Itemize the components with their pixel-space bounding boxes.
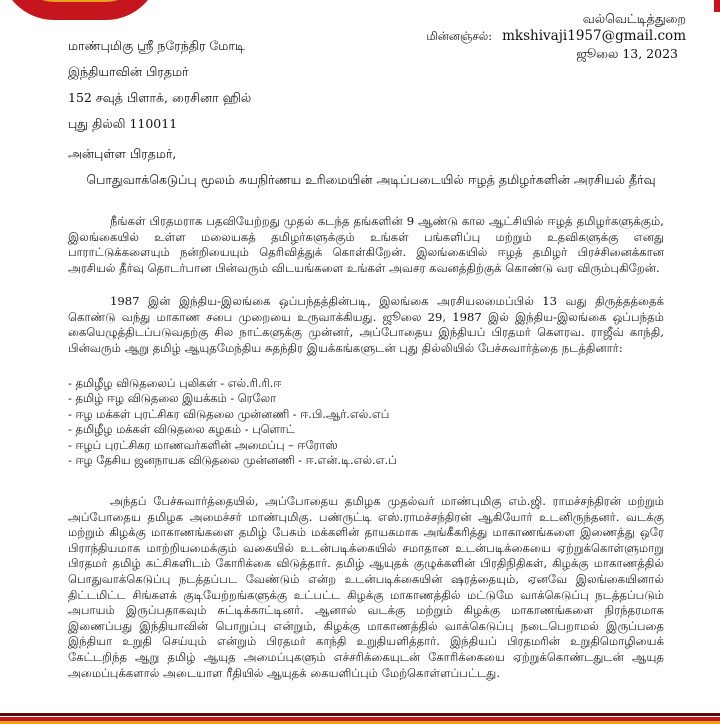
addressee-title: இந்தியாவின் பிரதமர்	[68, 64, 189, 79]
paragraph-accord: 1987 இன் இந்திய-இலங்கை ஒப்பந்தத்தின்படி, இலங்கை அரசியலமைப்பில் 13 வது திருத்தத்தைக் கொண்டு வந்து மாகாண சபை முறையை உருவாக்கியது. ஜூலை 29, 1987 இல் இந்திய-இலங்கை ஒப்பந்தம் கையெழுத்திடப்படுவதற்கு சில நாட்களுக்கு முன்னர், அப்போதைய இந்தியப் பிரதமர் கௌரவ. ராஜீவ் காந்தி, பின்வரும் ஆறு தமிழ் ஆயுதமேந்திய சுதந்திர இயக்கங்களுடன் புது தில்லியில் பேச்சுவார்த்தை நடத்தினார்:	[68, 294, 664, 355]
paragraph-talks: அந்தப் பேச்சுவார்த்தையில், அப்போதைய தமிழக முதல்வர் மாண்புமிகு எம்.ஜி. ராமச்சந்திரன் மற்றும் அப்போதைய தமிழக அமைச்சர் மாண்புமிகு. பண்ருட்டி எஸ்.ராமச்சந்திரன் ஆகியோர் உடனிருந்தனர். வடக்கு மற்றும் கிழக்கு மாகாணங்களை தமிழ் பேசும் மக்களின் தாயகமாக அங்கீகரித்து மாகாணங்களை இணைத்து ஒரே பிராந்தியமாக மாற்றியமைக்கும் வகையில் உடன்படிக்கையில் சமாதான உடன்படிக்கையை ஏற்றுக்கொள்ளுமாறு பிரதமர் தமிழ் கட்சிகளிடம் கோரிக்கை விடுத்தார். தமிழ் ஆயுதக் குழுக்களின் பிரதிநிதிகள், கிழக்கு மாகாணத்தில் பொதுவாக்கெடுப்பு நடத்தப்பட வேண்டும் என்ற உடன்படிக்கையின் ஷரத்தையும், ஏனவே இலங்கையினால் திட்டமிட்ட சிங்களக் குடியேற்றங்களுக்கு உட்பட்ட கிழக்கு மாகாணத்தில் மட்டுமே வாக்கெடுப்பு நடத்தப்படும் அபாயம் இருப்பதாகவும் சுட்டிக்காட்டினர். ஆனால் வடக்கு மற்றும் கிழக்கு மாகாணங்களை நிரந்தரமாக இணைப்பது இந்தியாவின் பொறுப்பு என்றும், கிழக்கு மாகாணத்தில் வாக்கெடுப்பு நடைபெறாமல் இருப்பதை இந்தியா உறுதி செய்யும் என்றும் பிரதமர் காந்தி உறுதியளித்தார். இந்தியப் பிரதமரின் உறுதிமொழியைக் கேட்டறிந்த ஆறு தமிழ் ஆயுத அமைப்புகளும் எச்சரிக்கையுடன் கோரிக்கையை ஏற்றுக்கொண்டதுடன் ஆயுத அமைப்புக்களால் அடையாள ரீதியில் ஆயுதக் கையளிப்பும் மேற்கொள்ளப்பட்டது.	[68, 494, 664, 680]
letter-subject: பொதுவாக்கெடுப்பு மூலம் சுயநிர்ணய உரிமையின் அடிப்படையில் ஈழத் தமிழர்களின் அரசியல் தீர்வு	[86, 172, 656, 187]
letter-date: ஜூலை 13, 2023	[576, 46, 678, 61]
sender-email-line	[426, 27, 686, 45]
sender-block	[426, 10, 686, 62]
addressee-block	[68, 36, 251, 140]
footer-stripe-maroon	[0, 713, 720, 716]
letterhead-logo	[0, 0, 160, 20]
salutation: அன்புள்ள பிரதமர்,	[68, 146, 177, 161]
addressee-name: மாண்புமிகு ஸ்ரீ நரேந்திர மோடி	[68, 38, 245, 53]
list-item: - தமிழ் ஈழ விடுதலை இயக்கம் - ரெலோ	[68, 391, 397, 406]
email-label: மின்னஞ்சல்:	[426, 29, 493, 43]
list-item: - தமிழீழ விடுதலைப் புலிகள் - எல்.ரி.ரி.ஈ	[68, 376, 397, 391]
sender-place: வல்வெட்டித்துறை	[582, 11, 686, 26]
letterhead-corner-stripe	[714, 0, 720, 12]
addressee-city: புது தில்லி 110011	[68, 116, 178, 131]
email-address[interactable]: mkshivaji1957@gmail.com	[502, 28, 686, 44]
list-item: - ஈழப் புரட்சிகர மாணவர்களின் அமைப்பு – ஈரோஸ்	[68, 438, 397, 453]
addressee-street: 152 சவுத் பிளாக், ரைசினா ஹில்	[68, 90, 252, 105]
list-item: - ஈழ தேசிய ஜனநாயக விடுதலை முன்னணி - ஈ.என்.டி.எல்.எ.ப்	[68, 453, 397, 468]
movements-list	[68, 376, 397, 468]
list-item: - ஈழ மக்கள் புரட்சிகர விடுதலை முன்னணி - ஈ.பி.ஆர்.எல்.எப்	[68, 407, 397, 422]
paragraph-intro: நீங்கள் பிரதமராக பதவியேற்றது முதல் கடந்த தங்களின் 9 ஆண்டு கால ஆட்சியில் ஈழத் தமிழர்களுக்கும், இலங்கையில் உள்ள மலையகத் தமிழர்களுக்கும் உங்கள் பங்களிப்பு மற்றும் உதவிகளுக்கு எனது பாராட்டுக்களையும் நன்றியையும் தெரிவித்துக் கொள்கிறேன். இலங்கையில் ஈழத் தமிழர் பிரச்சினைக்கான அரசியல் தீர்வு தொடர்பான பின்வரும் விடயங்களை உங்கள் அவசர கவனத்திற்குக் கொண்டு வர விரும்புகிறேன்.	[68, 214, 664, 275]
list-item: - தமிழீழ மக்கள் விடுதலை கழகம் - புளொட்	[68, 422, 397, 437]
